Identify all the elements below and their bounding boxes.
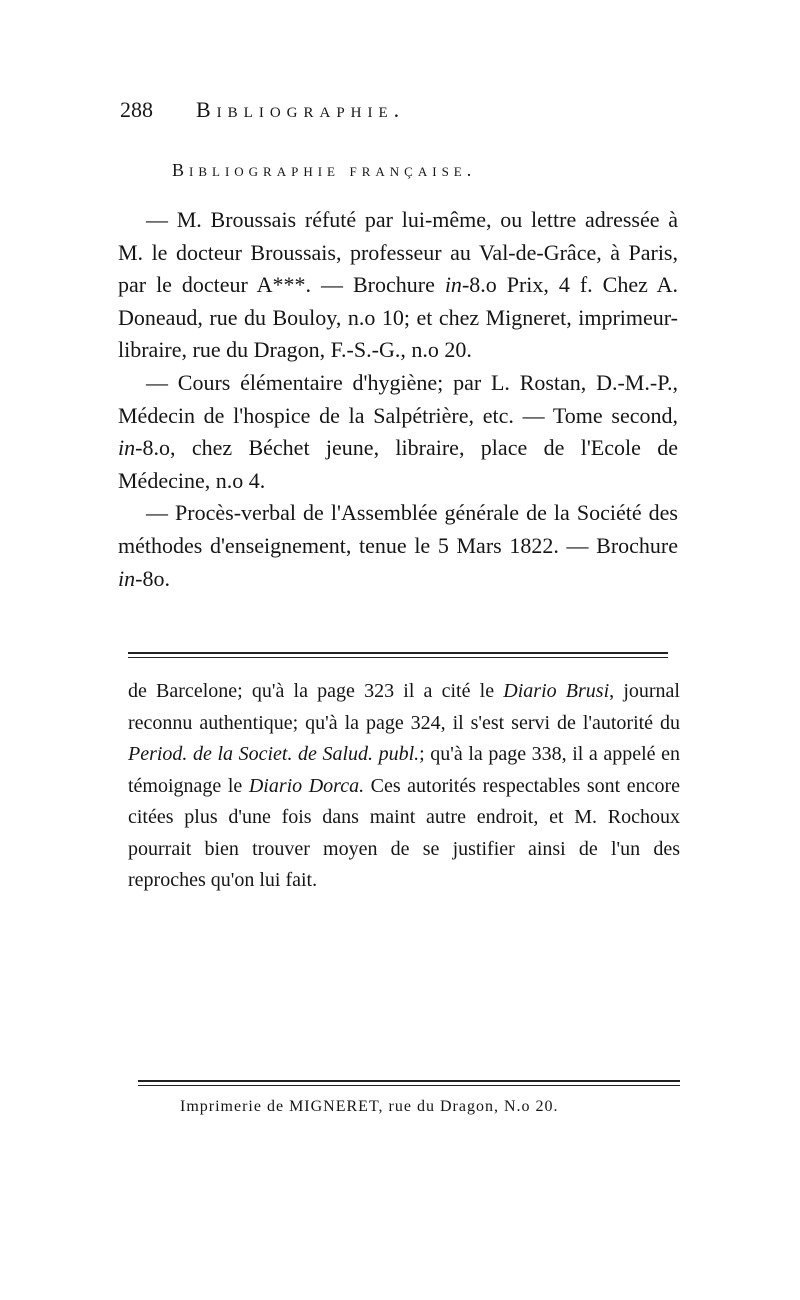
text-run: Ces autorités respectables sont encore citées plus d'une fois dans maint autre endroit, et M. Rochoux pourrait bien trouver moyen de se justifier ainsi de l'un des reproches qu'on lui fait. bbox=[128, 774, 681, 891]
running-head-title: Bibliographie. bbox=[196, 97, 406, 122]
text-run: ; qu'à la page 338, il a appelé en témoignage le bbox=[128, 743, 680, 797]
italic-title: Diario Dorca. bbox=[248, 774, 365, 797]
footer-divider bbox=[138, 1085, 680, 1086]
section-divider bbox=[128, 657, 668, 658]
italic-title: Diario Brusi bbox=[503, 680, 610, 702]
bibliography-entry bbox=[118, 367, 678, 497]
italic-title: Period. de la Societ. de Salud. publ. bbox=[128, 743, 420, 765]
text-run: de Barcelone; qu'à la page 323 il a cité le bbox=[128, 680, 504, 702]
continued-text bbox=[128, 676, 680, 897]
continued-paragraph bbox=[128, 676, 680, 897]
section-title: Bibliographie française. bbox=[172, 160, 477, 180]
entry-text: -8o. bbox=[135, 565, 170, 591]
entry-format: in bbox=[118, 435, 136, 461]
running-head bbox=[120, 95, 680, 125]
text-run: , journal reconnu authentique; qu'à la page 324, il s'est servi de l'autorité du bbox=[128, 680, 680, 734]
bibliography-entries bbox=[118, 204, 678, 595]
entry-text: -8.o, chez Béchet jeune, libraire, place de l'Ecole de Médecine, n.o 4. bbox=[118, 435, 678, 493]
entry-format: in bbox=[118, 565, 136, 591]
page-number: 288 bbox=[120, 97, 153, 122]
bibliography-entry bbox=[118, 204, 678, 367]
bibliography-entry bbox=[118, 497, 678, 595]
entry-format: in bbox=[444, 272, 462, 298]
entry-text: — Procès-verbal de l'Assemblée générale de la Société des méthodes d'enseignement, tenue le 5 Mars 1822. — Brochure bbox=[118, 500, 678, 558]
entry-text: — M. Broussais réfuté par lui-même, ou lettre adressée à M. le docteur Broussais, professeur au Val-de-Grâce, à Paris, par le docteur A***. — Brochure bbox=[118, 207, 678, 298]
imprint-line: Imprimerie de MIGNERET, rue du Dragon, N.o 20. bbox=[180, 1098, 559, 1115]
footer-divider bbox=[138, 1080, 680, 1082]
entry-text: — Cours élémentaire d'hygiène; par L. Rostan, D.-M.-P., Médecin de l'hospice de la Salpétrière, etc. — Tome second, bbox=[118, 369, 678, 428]
section-divider bbox=[128, 652, 668, 654]
entry-text: -8.o Prix, 4 f. Chez A. Doneaud, rue du Bouloy, n.o 10; et chez Migneret, imprimeur-libraire, rue du Dragon, F.-S.-G., n.o 20. bbox=[118, 272, 679, 363]
